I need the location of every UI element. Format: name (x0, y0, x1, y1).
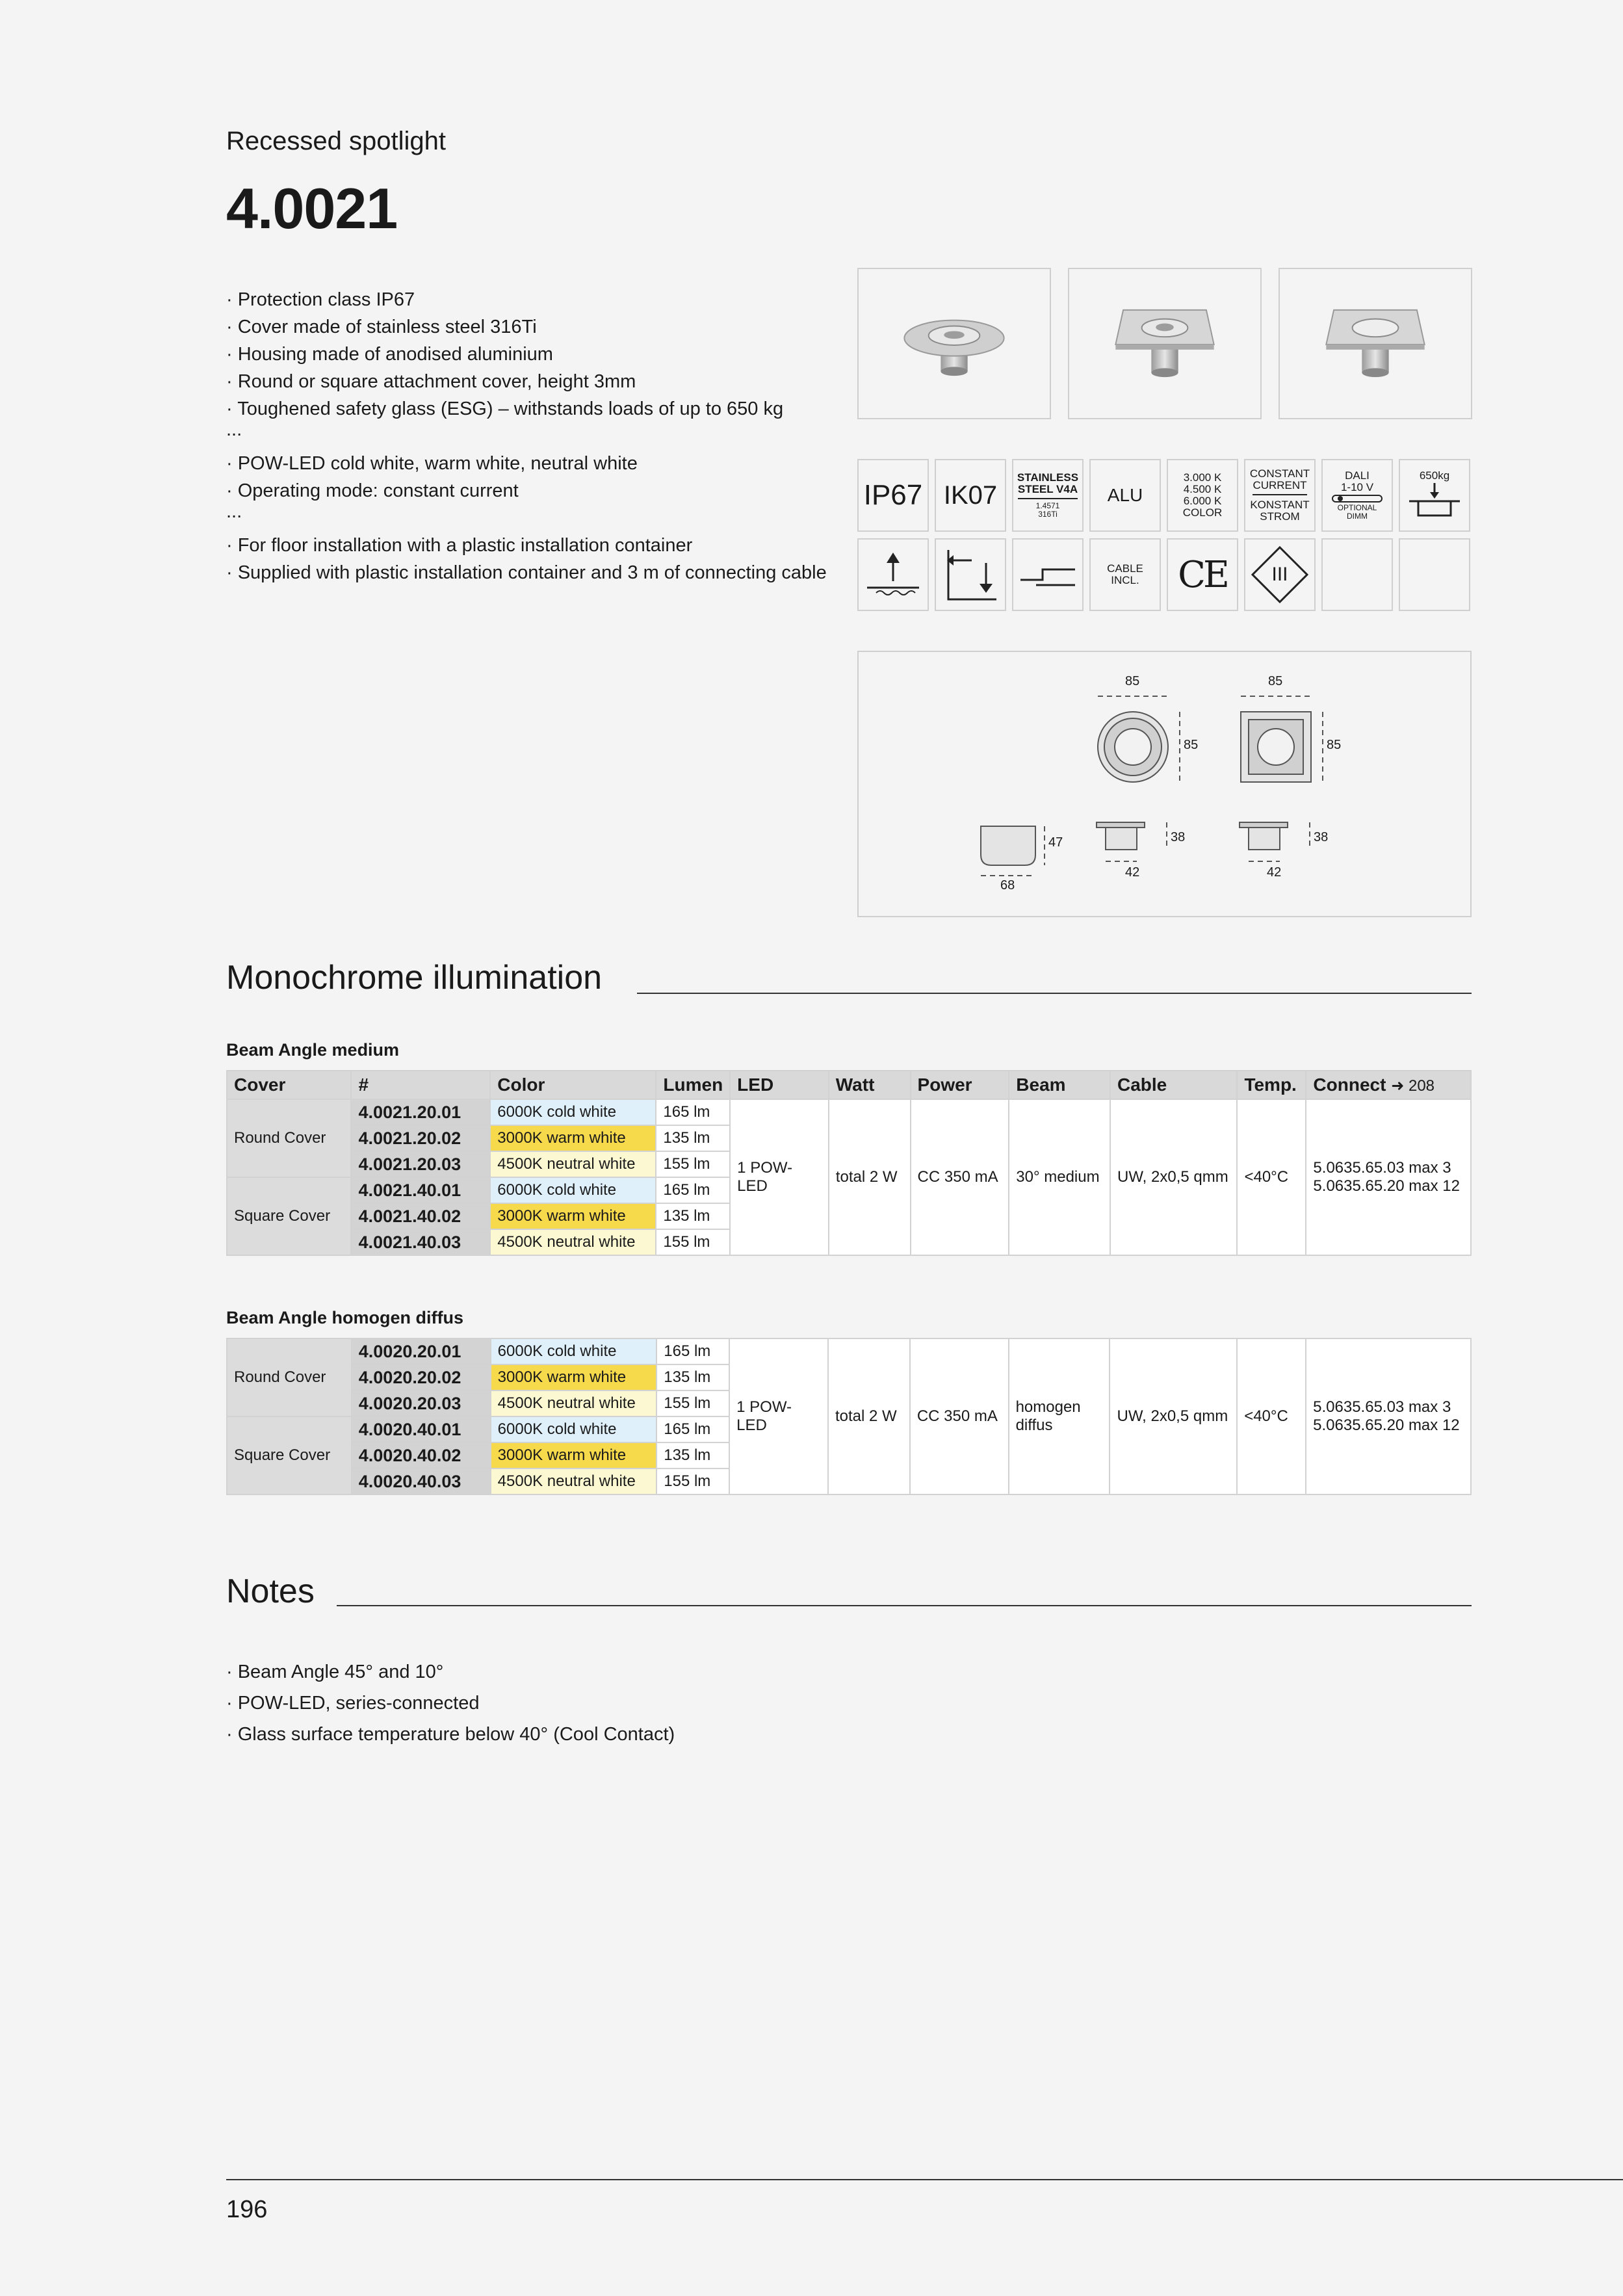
connect-line: 5.0635.65.03 max 3 (1313, 1159, 1451, 1177)
protection-class-3-icon: III (1244, 538, 1316, 611)
col-header: Beam (1009, 1071, 1110, 1099)
lumen-cell: 135 lm (656, 1125, 730, 1151)
article-number: 4.0020.40.03 (352, 1468, 491, 1494)
connect-cell (1306, 1338, 1471, 1494)
col-header: Color (490, 1071, 656, 1099)
section-title-notes: Notes (226, 1572, 315, 1610)
feature-item: · Supplied with plastic installation container and 3 m of connecting cable (226, 562, 827, 583)
section-rule (637, 993, 1472, 994)
col-header: Cover (227, 1071, 351, 1099)
dimmer-slider-icon (1331, 493, 1383, 504)
col-header: Power (911, 1071, 1009, 1099)
load-650kg-icon: 650kg (1399, 459, 1470, 532)
recessed-mounting-icon (935, 538, 1006, 611)
feature-item: · Cover made of stainless steel 316Ti (226, 317, 537, 337)
feature-item: · Round or square attachment cover, height 3mm (226, 371, 636, 392)
article-number: 4.0020.20.02 (352, 1364, 491, 1390)
lumen-cell: 135 lm (656, 1442, 729, 1468)
lumen-cell: 155 lm (656, 1390, 729, 1416)
color-cell: 4500K neutral white (490, 1229, 656, 1255)
table-label: Beam Angle homogen diffus (226, 1308, 464, 1327)
connect-line: 5.0635.65.03 max 3 (1313, 1398, 1451, 1416)
feature-item: · POW-LED cold white, warm white, neutral white (226, 453, 638, 474)
product-category: Recessed spotlight (226, 127, 446, 155)
dim-label: 85 (1184, 738, 1199, 752)
article-number: 4.0021.40.03 (351, 1229, 490, 1255)
feature-item: · Operating mode: constant current (226, 480, 519, 501)
table-row (227, 1099, 1471, 1125)
cover-cell: Square Cover (227, 1416, 352, 1494)
dim-label: 42 (1125, 865, 1140, 880)
ground-installation-icon (857, 538, 929, 611)
cable-cell: UW, 2x0,5 qmm (1110, 1099, 1237, 1255)
article-number: 4.0021.20.01 (351, 1099, 490, 1125)
product-number: 4.0021 (226, 176, 398, 241)
color-cell: 3000K warm white (490, 1203, 656, 1229)
page-reference: ➜ 208 (1391, 1077, 1435, 1095)
notes-list (226, 1656, 675, 1750)
product-table-medium (226, 1070, 1472, 1256)
stainless-steel-icon: STAINLESS STEEL V4A 1.4571 316Ti (1012, 459, 1084, 532)
color-cell: 4500K neutral white (491, 1390, 657, 1416)
dim-label: 85 (1125, 674, 1140, 688)
color-cell: 4500K neutral white (491, 1468, 657, 1494)
table-header-row (227, 1071, 1471, 1099)
article-number: 4.0021.20.02 (351, 1125, 490, 1151)
power-cell: CC 350 mA (910, 1338, 1009, 1494)
dim-label: 85 (1268, 674, 1283, 688)
feature-list (226, 286, 827, 586)
empty-icon-slot (1321, 538, 1393, 611)
color-cell: 4500K neutral white (490, 1151, 656, 1177)
cover-cell: Square Cover (227, 1177, 351, 1255)
feature-item: · Protection class IP67 (226, 289, 415, 310)
product-photo-square (1068, 268, 1262, 419)
watt-cell: total 2 W (829, 1099, 911, 1255)
col-header: Lumen (656, 1071, 730, 1099)
connect-line: 5.0635.65.20 max 12 (1313, 1177, 1460, 1195)
dim-label: 85 (1327, 738, 1342, 752)
color-cell: 6000K cold white (491, 1338, 657, 1364)
ip67-icon: IP67 (857, 459, 929, 532)
temp-cell: <40°C (1237, 1099, 1306, 1255)
flush-surface-icon (1012, 538, 1084, 611)
dim-label: 68 (1000, 878, 1015, 893)
beam-cell (1009, 1338, 1110, 1494)
dim-label: 47 (1048, 835, 1063, 850)
table-label: Beam Angle medium (226, 1040, 400, 1060)
lumen-cell: 155 lm (656, 1229, 730, 1255)
lumen-cell: 165 lm (656, 1099, 730, 1125)
cover-cell: Round Cover (227, 1099, 351, 1177)
lumen-cell: 165 lm (656, 1338, 729, 1364)
product-photo-round (857, 268, 1051, 419)
dimension-diagram (859, 652, 1470, 916)
led-cell: 1 POW-LED (730, 1099, 829, 1255)
table-row (227, 1338, 1471, 1364)
power-cell: CC 350 mA (911, 1099, 1009, 1255)
lumen-cell: 135 lm (656, 1364, 729, 1390)
led-cell: 1 POW-LED (729, 1338, 828, 1494)
beam-line: diffus (1015, 1416, 1053, 1434)
constant-current-icon: CONSTANT CURRENT KONSTANT STROM (1244, 459, 1316, 532)
article-number: 4.0021.40.01 (351, 1177, 490, 1203)
dali-dimm-icon: DALI 1-10 V OPTIONAL DIMM (1321, 459, 1393, 532)
page-number: 196 (226, 2196, 268, 2223)
watt-cell: total 2 W (828, 1338, 910, 1494)
feature-item: · Toughened safety glass (ESG) – withstands loads of up to 650 kg (226, 398, 784, 419)
lumen-cell: 135 lm (656, 1203, 730, 1229)
article-number: 4.0020.20.03 (352, 1390, 491, 1416)
col-header: Cable (1110, 1071, 1237, 1099)
note-item: · POW-LED, series-connected (226, 1693, 480, 1714)
color-cell: 6000K cold white (491, 1416, 657, 1442)
beam-cell: 30° medium (1009, 1099, 1110, 1255)
lumen-cell: 155 lm (656, 1468, 729, 1494)
product-photo-square-diffus (1279, 268, 1472, 419)
color-temperature-icon: 3.000 K 4.500 K 6.000 K COLOR (1167, 459, 1238, 532)
col-header: Connect ➜ 208 (1306, 1071, 1471, 1099)
color-cell: 6000K cold white (490, 1177, 656, 1203)
feature-ellipsis: ... (226, 419, 242, 440)
dim-label: 38 (1171, 830, 1186, 844)
col-header: Temp. (1237, 1071, 1306, 1099)
article-number: 4.0020.40.01 (352, 1416, 491, 1442)
product-table-homogen (226, 1338, 1472, 1495)
dimension-drawing (857, 651, 1472, 917)
connect-cell (1306, 1099, 1471, 1255)
col-header: LED (730, 1071, 829, 1099)
connect-line: 5.0635.65.20 max 12 (1313, 1416, 1460, 1434)
footer-rule (226, 2179, 1623, 2180)
cable-cell: UW, 2x0,5 qmm (1110, 1338, 1237, 1494)
color-cell: 3000K warm white (491, 1442, 657, 1468)
color-cell: 6000K cold white (490, 1099, 656, 1125)
temp-cell: <40°C (1237, 1338, 1306, 1494)
empty-icon-slot (1399, 538, 1470, 611)
article-number: 4.0020.20.01 (352, 1338, 491, 1364)
feature-item: · Housing made of anodised aluminium (226, 344, 553, 365)
article-number: 4.0020.40.02 (352, 1442, 491, 1468)
color-cell: 3000K warm white (490, 1125, 656, 1151)
article-number: 4.0021.20.03 (351, 1151, 490, 1177)
feature-ellipsis: ... (226, 501, 242, 522)
ce-mark-icon: CE (1167, 538, 1238, 611)
article-number: 4.0021.40.02 (351, 1203, 490, 1229)
color-cell: 3000K warm white (491, 1364, 657, 1390)
col-header: Watt (829, 1071, 911, 1099)
section-rule (337, 1605, 1472, 1606)
note-item: · Beam Angle 45° and 10° (226, 1662, 444, 1682)
drive-over-icon (1407, 482, 1462, 521)
lumen-cell: 165 lm (656, 1416, 729, 1442)
ik07-icon: IK07 (935, 459, 1006, 532)
feature-item: · For floor installation with a plastic installation container (226, 535, 693, 556)
note-item: · Glass surface temperature below 40° (Cool Contact) (226, 1724, 675, 1745)
col-header: # (351, 1071, 490, 1099)
beam-line: homogen (1015, 1398, 1081, 1416)
cover-cell: Round Cover (227, 1338, 352, 1416)
dim-label: 42 (1267, 865, 1282, 880)
lumen-cell: 155 lm (656, 1151, 730, 1177)
dim-label: 38 (1314, 830, 1329, 844)
section-title-monochrome: Monochrome illumination (226, 959, 603, 997)
lumen-cell: 165 lm (656, 1177, 730, 1203)
cable-included-icon: CABLE INCL. (1089, 538, 1161, 611)
aluminium-icon: ALU (1089, 459, 1161, 532)
